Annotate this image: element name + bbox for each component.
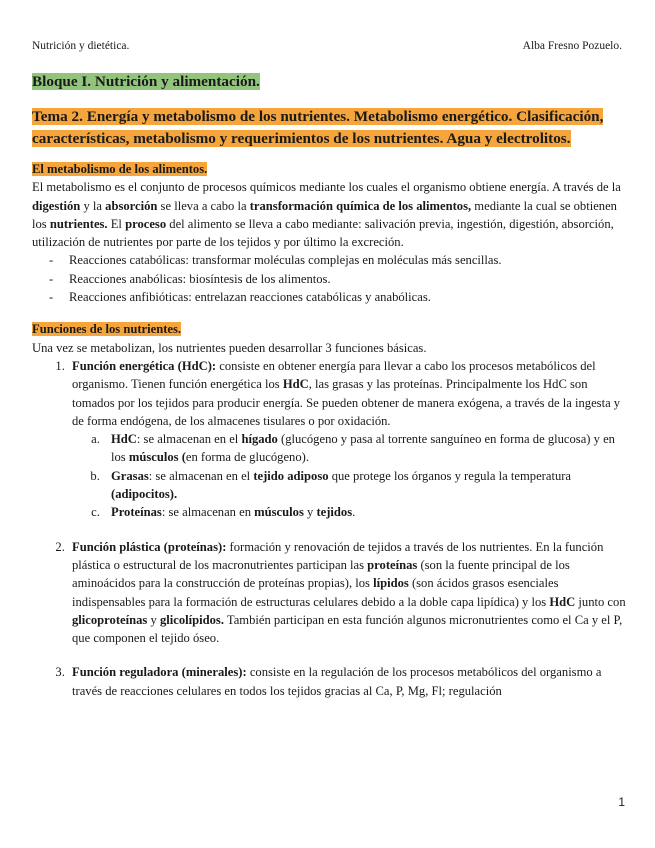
- section-heading-metabolismo: El metabolismo de los alimentos.: [32, 162, 208, 176]
- tema-title: Tema 2. Energía y metabolismo de los nutrientes. Metabolismo energético. Clasificación, características, metabolismo y requerimientos de los nutrientes. Agua y electrolitos.: [32, 108, 604, 147]
- funciones-list: [32, 357, 628, 700]
- header-author: Alba Fresno Pozuelo.: [522, 40, 622, 52]
- list-item: - Reacciones anfibióticas: entrelazan reacciones catabólicas y anabólicas.: [47, 288, 628, 306]
- bloque-title: Bloque I. Nutrición y alimentación.: [32, 73, 260, 90]
- metabolismo-paragraph: El metabolismo es el conjunto de procesos químicos mediante los cuales el organismo obtiene energía. A través de la digestión y la absorción se lleva a cabo la transformación química de los alimentos, mediante la cual se obtienen los nutrientes. El proceso del alimento se lleva a cabo mediante: salivación previa, ingestión, digestión, absorción, utilización de nutrientes por parte de los tejidos y por último la excreción.: [32, 180, 621, 250]
- funciones-intro: Una vez se metabolizan, los nutrientes pueden desarrollar 3 funciones básicas.: [32, 340, 427, 355]
- list-item: - Reacciones catabólicas: transformar moléculas complejas en moléculas más sencillas.: [47, 251, 628, 269]
- list-item: - Reacciones anabólicas: biosíntesis de los alimentos.: [47, 270, 628, 288]
- list-item: a. HdC: se almacenan en el hígado (glucógeno y pasa al torrente sanguíneo en forma de glucosa) y en los músculos (en forma de glucógeno).: [103, 430, 628, 467]
- section-heading-funciones: Funciones de los nutrientes.: [32, 322, 182, 337]
- document-body: [32, 72, 628, 700]
- reacciones-list: [32, 251, 628, 306]
- header-subject: Nutrición y dietética.: [32, 40, 130, 52]
- funcion-plastica-item: 2. Función plástica (proteínas): formación y renovación de tejidos a través de los nutrientes. En la función plástica o estructural de los macronutrientes participan las proteínas (son la fuente principal de los aminoácidos para la construcción de proteínas propias), los lípidos (son ácidos grasos esenciales indispensables para la formación de estructuras celulares debido a la doble capa lipídica) y los HdC junto con glicoproteínas y glicolípidos. También participan en esta función algunos micronutrientes como el Ca y el P, que componen el tejido óseo.: [68, 538, 628, 664]
- page-number: 1: [618, 795, 625, 809]
- list-item: c. Proteínas: se almacenan en músculos y tejidos.: [103, 503, 628, 521]
- almacenes-list: [72, 430, 628, 521]
- funcion-energetica-item: 1. Función energética (HdC): consiste en obtener energía para llevar a cabo los procesos metabólicos del organismo. Tienen función energética los HdC, las grasas y las proteínas. Principalmente los HdC son tomados por los tejidos para producir energía. Se pueden obtener de manera exógena, a través de la ingesta y de forma endógena, de los almacenes tisulares o por oxidación. a. HdC: se almacenan en el hígado (glucógeno y pasa al torrente sanguíneo en forma de glucosa) y en los músculos (en forma de glucógeno). b. Grasas: se almacenan en el tejido adiposo que protege los órganos y regula la temperatura (adipocitos). c. Proteínas: se almacenan en músculos y tejidos.: [68, 357, 628, 538]
- list-item: b. Grasas: se almacenan en el tejido adiposo que protege los órganos y regula la temperatura (adipocitos).: [103, 467, 628, 504]
- funcion-reguladora-item: 3. Función reguladora (minerales): consiste en la regulación de los procesos metabólicos del organismo a través de reacciones celulares en todos los tejidos gracias al Ca, P, Mg, Fl; regulación: [68, 663, 628, 700]
